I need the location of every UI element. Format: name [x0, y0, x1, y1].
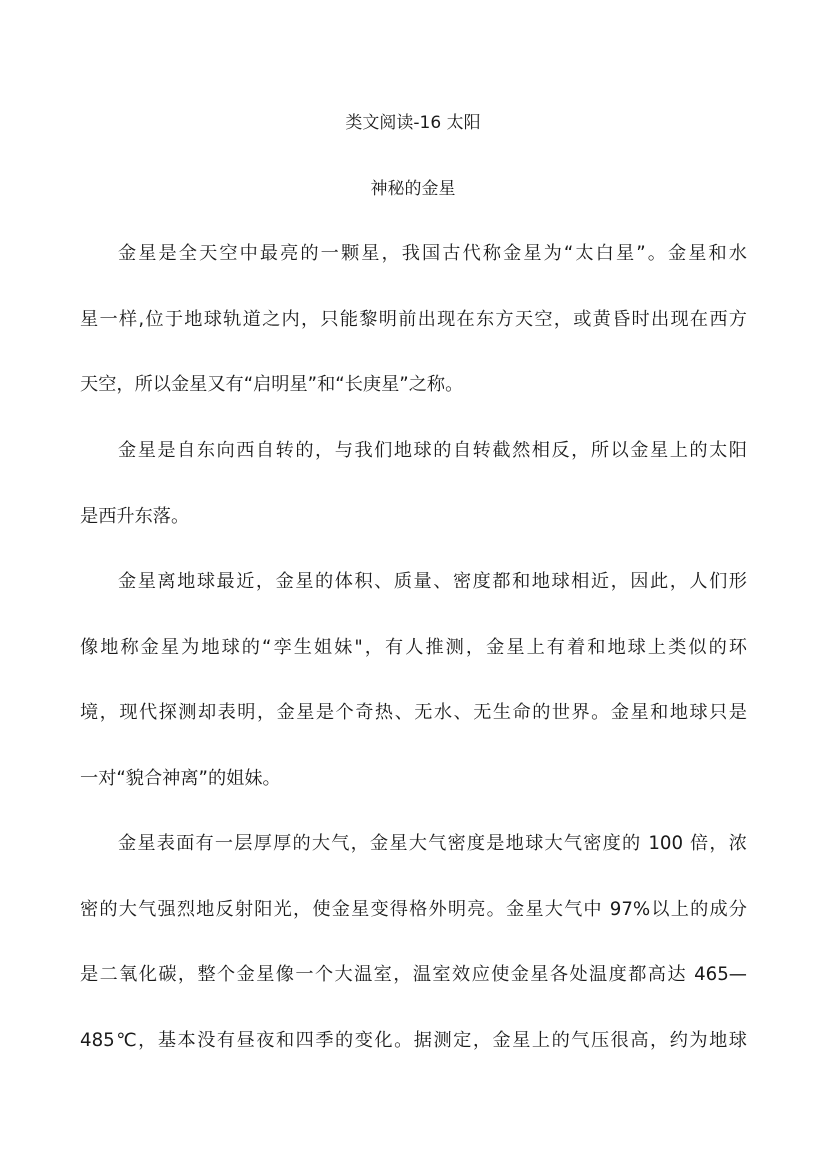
text-line: 一对“貌合神离”的姐妹。: [80, 768, 281, 789]
text-line: 金星是全天空中最亮的一颗星，我国古代称金星为“太白星”。金星和水: [118, 243, 747, 264]
text-line: 密的大气强烈地反射阳光，使金星变得格外明亮。金星大气中 97%以上的成分: [80, 899, 747, 920]
text-line: 是西升东落。: [80, 506, 190, 527]
text-line: 境，现代探测却表明，金星是个奇热、无水、无生命的世界。金星和地球只是: [80, 702, 747, 723]
text-line: 是二氧化碳，整个金星像一个大温室，温室效应使金星各处温度都高达 465—: [80, 964, 747, 985]
text-line: 天空，所以金星又有“启明星”和“长庚星”之称。: [80, 374, 464, 395]
page-title: 类文阅读-16 太阳: [345, 113, 481, 133]
text-line: 金星是自东向西自转的，与我们地球的自转截然相反，所以金星上的太阳: [118, 440, 747, 461]
article-title: 神秘的金星: [370, 179, 456, 199]
text-line: 像地称金星为地球的“孪生姐妹"，有人推测，金星上有着和地球上类似的环: [80, 637, 747, 658]
text-line: 金星表面有一层厚厚的大气，金星大气密度是地球大气密度的 100 倍，浓: [118, 833, 747, 854]
text-line: 485℃，基本没有昼夜和四季的变化。据测定，金星上的气压很高，约为地球: [80, 1030, 747, 1051]
text-line: 星一样,位于地球轨道之内，只能黎明前出现在东方天空，或黄昏时出现在西方: [80, 309, 747, 330]
text-line: 金星离地球最近，金星的体积、质量、密度都和地球相近，因此，人们形: [118, 571, 747, 592]
